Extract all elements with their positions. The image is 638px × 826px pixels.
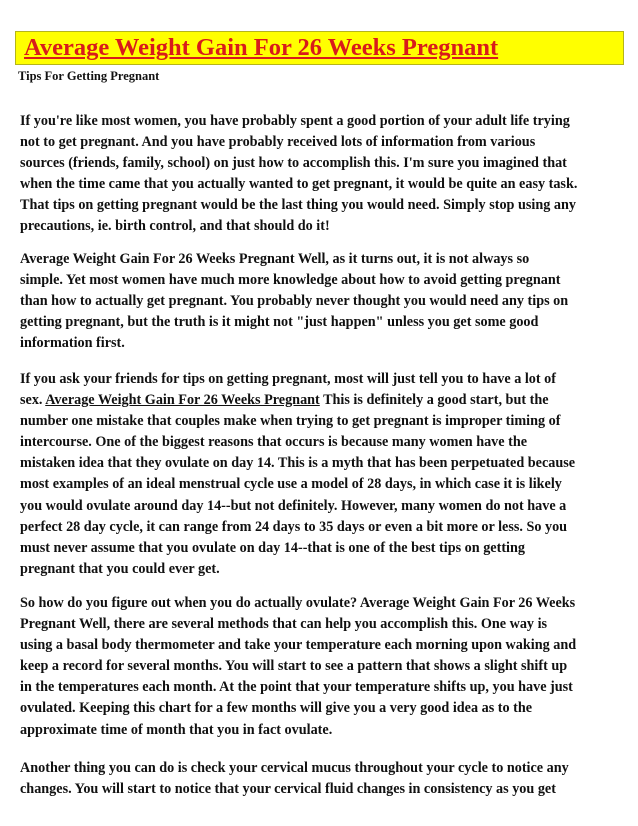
paragraph-line: keep a record for several months. You will start to see a pattern that shows a slight shift up bbox=[20, 658, 568, 675]
paragraph-line: changes. You will start to notice that your cervical fluid changes in consistency as you get bbox=[20, 781, 556, 798]
paragraph-line: intercourse. One of the biggest reasons that occurs is because many women have the bbox=[20, 434, 528, 451]
paragraph-line: ovulated. Keeping this chart for a few months will give you a very good idea as to the bbox=[20, 700, 533, 717]
page-subtitle: Tips For Getting Pregnant bbox=[18, 69, 160, 83]
paragraph-line: using a basal body thermometer and take your temperature each morning upon waking and bbox=[20, 637, 577, 654]
paragraph-4 bbox=[20, 593, 625, 741]
paragraph-5 bbox=[20, 758, 625, 800]
paragraph-line: not to get pregnant. And you have probably received lots of information from various bbox=[20, 134, 536, 151]
paragraph-line: precautions, ie. birth control, and that should do it! bbox=[20, 218, 330, 235]
paragraph-text-fragment: sex. bbox=[20, 392, 46, 409]
paragraph-line: must never assume that you ovulate on day 14--that is one of the best tips on getting bbox=[20, 539, 525, 556]
paragraph-line: So how do you figure out when you do actually ovulate? Average Weight Gain For 26 Weeks bbox=[20, 595, 576, 611]
paragraph-1 bbox=[20, 111, 625, 238]
paragraph-line-with-link bbox=[20, 390, 625, 411]
paragraph-line: information first. bbox=[20, 335, 125, 352]
paragraph-line: Another thing you can do is check your cervical mucus throughout your cycle to notice any bbox=[20, 760, 569, 776]
paragraph-line: when the time came that you actually wanted to get pregnant, it would be quite an easy task. bbox=[20, 176, 578, 193]
paragraph-text-fragment: This is definitely a good start, but the bbox=[319, 392, 549, 409]
page-title-link[interactable]: Average Weight Gain For 26 Weeks Pregnant bbox=[24, 34, 499, 61]
paragraph-line: That tips on getting pregnant would be the last thing you would need. Simply stop using any bbox=[20, 197, 576, 214]
paragraph-line: approximate time of month that you in fact ovulate. bbox=[20, 721, 333, 738]
paragraph-line: getting pregnant, but the truth is it might not "just happen" unless you get some good bbox=[20, 314, 539, 331]
paragraph-line: sources (friends, family, school) on just how to accomplish this. I'm sure you imagined that bbox=[20, 155, 567, 172]
paragraph-line: perfect 28 day cycle, it can range from 24 days to 35 days or even a bit more or less. So you bbox=[20, 518, 568, 535]
paragraph-line: Pregnant Well, there are several methods that can help you accomplish this. One way is bbox=[20, 616, 548, 633]
paragraph-line: If you ask your friends for tips on getting pregnant, most will just tell you to have a lot of bbox=[20, 371, 556, 387]
inline-title-link[interactable]: Average Weight Gain For 26 Weeks Pregnant bbox=[45, 392, 320, 409]
paragraph-line: in the temperatures each month. At the point that your temperature shifts up, you have just bbox=[20, 679, 573, 696]
paragraph-line: simple. Yet most women have much more knowledge about how to avoid getting pregnant bbox=[20, 272, 561, 289]
paragraph-line: If you're like most women, you have probably spent a good portion of your adult life trying bbox=[20, 113, 570, 129]
paragraph-2 bbox=[20, 249, 625, 354]
paragraph-3 bbox=[20, 369, 625, 580]
paragraph-line: mistaken idea that they ovulate on day 14. This is a myth that has been perpetuated because bbox=[20, 455, 576, 472]
title-banner bbox=[15, 31, 624, 65]
paragraph-line: Average Weight Gain For 26 Weeks Pregnant Well, as it turns out, it is not always so bbox=[20, 251, 530, 267]
paragraph-line: number one mistake that couples make when trying to get pregnant is improper timing of bbox=[20, 413, 561, 430]
paragraph-line: most examples of an ideal menstrual cycle use a model of 28 days, in which case it is likely bbox=[20, 476, 562, 493]
paragraph-line: you would ovulate around day 14--but not definitely. However, many women do not have a bbox=[20, 497, 567, 514]
paragraph-line: pregnant that you could ever get. bbox=[20, 560, 220, 577]
paragraph-line: than how to actually get pregnant. You probably never thought you would need any tips on bbox=[20, 293, 569, 310]
